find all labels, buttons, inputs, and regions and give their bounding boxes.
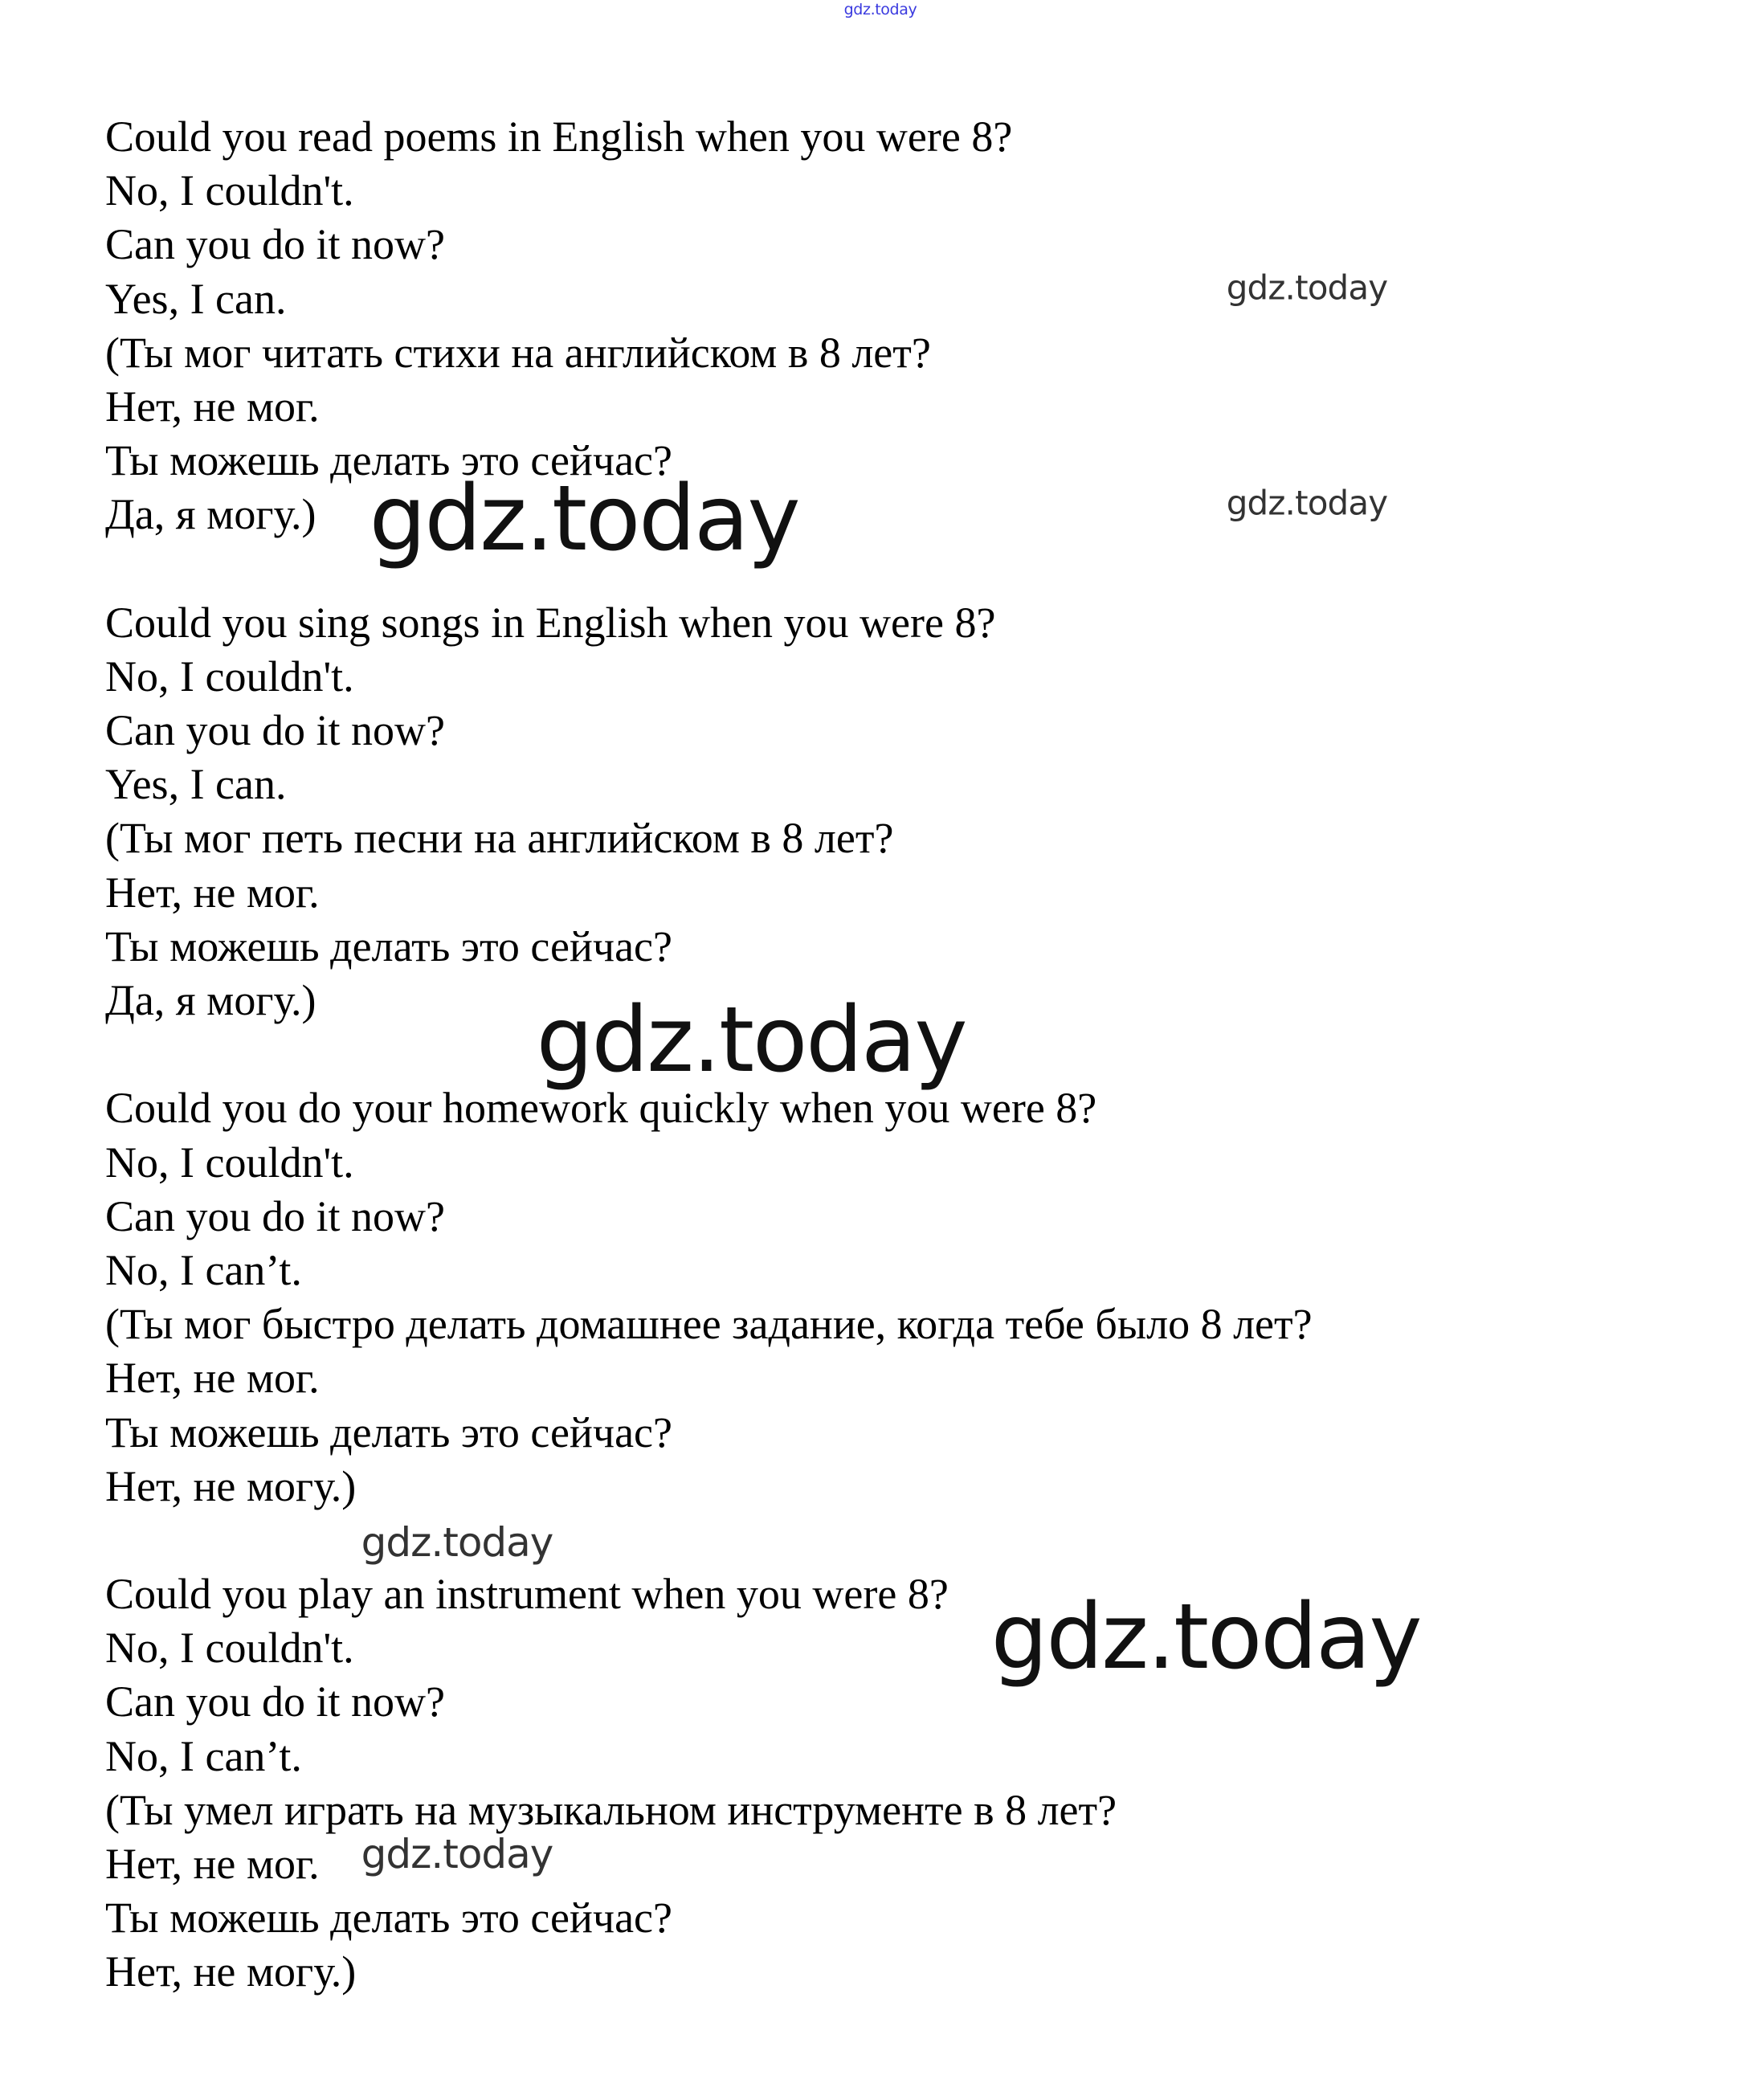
dialogue-block [105, 596, 1313, 1028]
watermark-top: gdz.today [843, 1, 917, 18]
text-line: Yes, I can. [105, 274, 287, 323]
text-line: (Ты умел играть на музыкальном инструменте в 8 лет? [105, 1785, 1117, 1834]
text-line: (Ты мог читать стихи на английском в 8 лет? [105, 328, 931, 377]
text-line: Ты можешь делать это сейчас? [105, 921, 672, 970]
text-line: Ты можешь делать это сейчас? [105, 436, 672, 485]
text-line: Could you play an instrument when you were 8? [105, 1570, 949, 1619]
block-gap [105, 1514, 1313, 1567]
text-line: Нет, не мог. [105, 1840, 320, 1888]
text-line: (Ты мог быстро делать домашнее задание, когда тебе было 8 лет? [105, 1300, 1313, 1349]
text-line: (Ты мог петь песни на английском в 8 лет? [105, 814, 894, 863]
text-line: No, I can’t. [105, 1731, 302, 1780]
text-line: Ты можешь делать это сейчас? [105, 1407, 672, 1457]
text-line: Нет, не могу.) [105, 1461, 357, 1510]
text-line: Нет, не мог. [105, 382, 320, 431]
text-line: Could you do your homework quickly when you were 8? [105, 1084, 1097, 1133]
text-line: No, I couldn't. [105, 1624, 354, 1673]
text-line: No, I couldn't. [105, 166, 354, 215]
text-line: Can you do it now? [105, 1677, 445, 1726]
text-line: Can you do it now? [105, 220, 445, 269]
text-line: Нет, не могу.) [105, 1947, 357, 1996]
watermark-large: gdz.today [990, 1585, 1421, 1689]
text-line: Can you do it now? [105, 706, 445, 755]
text-line: Ты можешь делать это сейчас? [105, 1894, 672, 1943]
text-line: Yes, I can. [105, 760, 287, 809]
text-line: No, I can’t. [105, 1245, 302, 1294]
text-line: Could you sing songs in English when you were 8? [105, 598, 996, 647]
text-line: No, I couldn't. [105, 1138, 354, 1187]
text-line: Нет, не мог. [105, 868, 320, 917]
watermark-large: gdz.today [536, 988, 966, 1093]
text-line: Да, я могу.) [105, 490, 316, 539]
text-line: Can you do it now? [105, 1191, 445, 1240]
text-line: Нет, не мог. [105, 1354, 320, 1403]
watermark: gdz.today [1226, 268, 1388, 308]
watermark: gdz.today [361, 1831, 553, 1877]
dialogue-block [105, 1081, 1313, 1514]
text-line: No, I couldn't. [105, 652, 354, 701]
watermark: gdz.today [1226, 483, 1388, 523]
text-line: Да, я могу.) [105, 976, 316, 1024]
watermark: gdz.today [361, 1519, 553, 1566]
text-line: Could you read poems in English when you were 8? [105, 112, 1013, 161]
watermark-large: gdz.today [369, 467, 799, 571]
